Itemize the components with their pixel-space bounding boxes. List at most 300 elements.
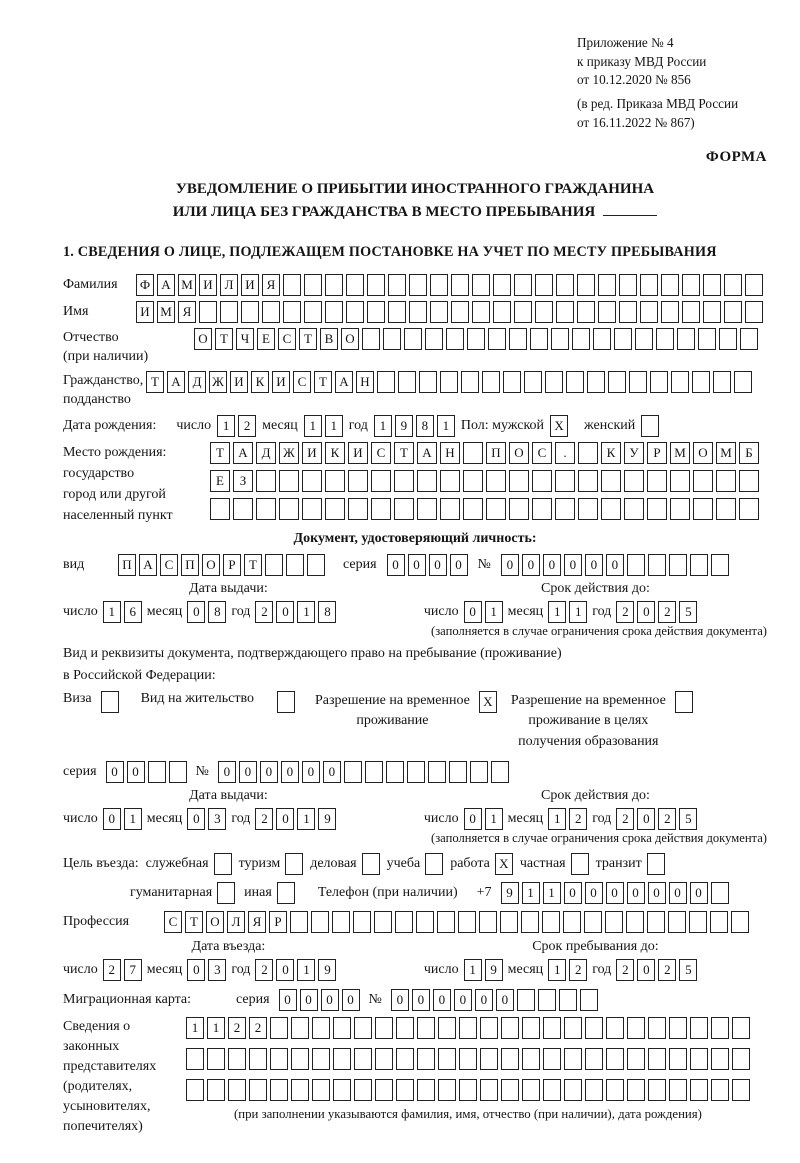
profession-cells[interactable]: [164, 911, 749, 933]
citizenship-cells[interactable]: [146, 371, 752, 393]
form-cell[interactable]: [375, 1079, 393, 1101]
form-cell[interactable]: [647, 498, 667, 520]
form-cell[interactable]: С: [371, 442, 391, 464]
form-cell[interactable]: [312, 1017, 330, 1039]
form-cell[interactable]: М: [670, 442, 690, 464]
form-cell[interactable]: 0: [627, 882, 645, 904]
form-cell[interactable]: 2: [103, 959, 121, 981]
form-cell[interactable]: [262, 301, 280, 323]
form-cell[interactable]: [535, 274, 553, 296]
form-cell[interactable]: [458, 911, 476, 933]
form-cell[interactable]: [249, 1048, 267, 1070]
id-issue-year-cells[interactable]: [255, 601, 336, 623]
form-cell[interactable]: [365, 761, 383, 783]
residence-issue-day-cells[interactable]: [103, 808, 142, 830]
form-cell[interactable]: [459, 1017, 477, 1039]
form-cell[interactable]: [428, 761, 446, 783]
visa-checkbox[interactable]: [101, 691, 119, 713]
form-cell[interactable]: 0: [281, 761, 299, 783]
form-cell[interactable]: [661, 274, 679, 296]
form-cell[interactable]: [716, 498, 736, 520]
form-cell[interactable]: [585, 1048, 603, 1070]
form-cell[interactable]: [325, 470, 345, 492]
form-cell[interactable]: [501, 1017, 519, 1039]
form-cell[interactable]: [394, 498, 414, 520]
form-cell[interactable]: [563, 911, 581, 933]
form-cell[interactable]: [551, 328, 569, 350]
form-cell[interactable]: [286, 554, 304, 576]
form-cell[interactable]: К: [251, 371, 269, 393]
form-cell[interactable]: [648, 1048, 666, 1070]
form-cell[interactable]: [256, 470, 276, 492]
form-cell[interactable]: 8: [416, 415, 434, 437]
form-cell[interactable]: М: [157, 301, 175, 323]
form-cell[interactable]: [493, 274, 511, 296]
form-cell[interactable]: [291, 1048, 309, 1070]
form-cell[interactable]: 1: [485, 601, 503, 623]
form-cell[interactable]: [482, 371, 500, 393]
form-cell[interactable]: [480, 1079, 498, 1101]
form-cell[interactable]: Ж: [279, 442, 299, 464]
form-cell[interactable]: [670, 470, 690, 492]
purpose-other-checkbox[interactable]: [277, 882, 295, 904]
form-cell[interactable]: [302, 498, 322, 520]
form-cell[interactable]: 0: [239, 761, 257, 783]
form-cell[interactable]: 0: [637, 959, 655, 981]
form-cell[interactable]: [647, 470, 667, 492]
form-cell[interactable]: [522, 1048, 540, 1070]
form-cell[interactable]: 0: [433, 989, 451, 1011]
form-cell[interactable]: Р: [647, 442, 667, 464]
form-cell[interactable]: 2: [249, 1017, 267, 1039]
form-cell[interactable]: Ф: [136, 274, 154, 296]
form-cell[interactable]: [675, 691, 693, 713]
form-cell[interactable]: [677, 328, 695, 350]
id-issue-day-cells[interactable]: [103, 601, 142, 623]
form-cell[interactable]: [530, 328, 548, 350]
form-cell[interactable]: [601, 498, 621, 520]
birth-day-cells[interactable]: [217, 415, 256, 437]
form-cell[interactable]: [101, 691, 119, 713]
form-cell[interactable]: [332, 911, 350, 933]
form-cell[interactable]: [438, 1048, 456, 1070]
form-cell[interactable]: [732, 1048, 750, 1070]
form-cell[interactable]: Р: [269, 911, 287, 933]
form-cell[interactable]: [598, 301, 616, 323]
form-cell[interactable]: [509, 470, 529, 492]
form-cell[interactable]: Б: [739, 442, 759, 464]
form-cell[interactable]: [538, 989, 556, 1011]
form-cell[interactable]: 5: [679, 959, 697, 981]
form-cell[interactable]: [542, 911, 560, 933]
form-cell[interactable]: [425, 853, 443, 875]
form-cell[interactable]: 0: [218, 761, 236, 783]
form-cell[interactable]: [371, 470, 391, 492]
birth-place-row3-cells[interactable]: [210, 498, 759, 520]
form-cell[interactable]: [522, 1079, 540, 1101]
form-cell[interactable]: [148, 761, 166, 783]
form-cell[interactable]: [669, 554, 687, 576]
form-cell[interactable]: [670, 498, 690, 520]
form-cell[interactable]: 2: [255, 808, 273, 830]
form-cell[interactable]: [606, 1079, 624, 1101]
form-cell[interactable]: [640, 301, 658, 323]
form-cell[interactable]: [577, 301, 595, 323]
form-cell[interactable]: [690, 1048, 708, 1070]
form-cell[interactable]: [377, 371, 395, 393]
representatives-row1-cells[interactable]: [186, 1017, 750, 1039]
form-cell[interactable]: [207, 1079, 225, 1101]
form-cell[interactable]: [690, 554, 708, 576]
entry-year-cells[interactable]: [255, 959, 336, 981]
temp-residence-checkbox[interactable]: [479, 691, 497, 713]
form-cell[interactable]: [279, 498, 299, 520]
form-cell[interactable]: 9: [501, 882, 519, 904]
form-cell[interactable]: 0: [637, 601, 655, 623]
form-cell[interactable]: [535, 301, 553, 323]
form-cell[interactable]: [186, 1048, 204, 1070]
form-cell[interactable]: 9: [485, 959, 503, 981]
form-cell[interactable]: [367, 274, 385, 296]
purpose-transit-checkbox[interactable]: [647, 853, 665, 875]
form-cell[interactable]: И: [348, 442, 368, 464]
form-cell[interactable]: 0: [279, 989, 297, 1011]
purpose-official-checkbox[interactable]: [214, 853, 232, 875]
form-cell[interactable]: 1: [548, 601, 566, 623]
form-cell[interactable]: [396, 1017, 414, 1039]
form-cell[interactable]: [517, 989, 535, 1011]
form-cell[interactable]: 2: [569, 808, 587, 830]
purpose-humanitarian-checkbox[interactable]: [217, 882, 235, 904]
form-cell[interactable]: Я: [178, 301, 196, 323]
purpose-work-checkbox[interactable]: [495, 853, 513, 875]
form-cell[interactable]: 1: [522, 882, 540, 904]
form-cell[interactable]: 0: [585, 882, 603, 904]
form-cell[interactable]: [333, 1079, 351, 1101]
form-cell[interactable]: 0: [103, 808, 121, 830]
form-cell[interactable]: [354, 1048, 372, 1070]
id-doc-kind-cells[interactable]: [118, 554, 325, 576]
form-cell[interactable]: С: [160, 554, 178, 576]
form-cell[interactable]: [585, 1017, 603, 1039]
form-cell[interactable]: 0: [464, 808, 482, 830]
form-cell[interactable]: [291, 1079, 309, 1101]
form-cell[interactable]: З: [233, 470, 253, 492]
form-cell[interactable]: 0: [408, 554, 426, 576]
form-cell[interactable]: [716, 470, 736, 492]
form-cell[interactable]: 1: [548, 959, 566, 981]
form-cell[interactable]: 2: [255, 959, 273, 981]
form-cell[interactable]: 0: [496, 989, 514, 1011]
form-cell[interactable]: 0: [429, 554, 447, 576]
form-cell[interactable]: [283, 274, 301, 296]
form-cell[interactable]: [470, 761, 488, 783]
form-cell[interactable]: [619, 274, 637, 296]
edu-residence-checkbox[interactable]: [675, 691, 693, 713]
form-cell[interactable]: О: [202, 554, 220, 576]
form-cell[interactable]: [711, 1079, 729, 1101]
entry-day-cells[interactable]: [103, 959, 142, 981]
form-cell[interactable]: [578, 442, 598, 464]
form-cell[interactable]: [265, 554, 283, 576]
form-cell[interactable]: [383, 328, 401, 350]
form-cell[interactable]: Т: [314, 371, 332, 393]
form-cell[interactable]: [417, 498, 437, 520]
form-cell[interactable]: [690, 1079, 708, 1101]
form-cell[interactable]: [648, 554, 666, 576]
form-cell[interactable]: 0: [648, 882, 666, 904]
form-cell[interactable]: 0: [564, 554, 582, 576]
birth-place-row2-cells[interactable]: [210, 470, 759, 492]
form-cell[interactable]: Т: [299, 328, 317, 350]
form-cell[interactable]: [472, 274, 490, 296]
form-cell[interactable]: 1: [304, 415, 322, 437]
form-cell[interactable]: [739, 470, 759, 492]
form-cell[interactable]: 1: [297, 959, 315, 981]
form-cell[interactable]: [682, 274, 700, 296]
form-cell[interactable]: [626, 911, 644, 933]
form-cell[interactable]: 6: [124, 601, 142, 623]
residence-issue-month-cells[interactable]: [187, 808, 226, 830]
form-cell[interactable]: Н: [356, 371, 374, 393]
form-cell[interactable]: [571, 853, 589, 875]
representatives-row3-cells[interactable]: [186, 1079, 750, 1101]
form-cell[interactable]: [619, 301, 637, 323]
form-cell[interactable]: 0: [187, 601, 205, 623]
form-cell[interactable]: [559, 989, 577, 1011]
form-cell[interactable]: [283, 301, 301, 323]
form-cell[interactable]: [394, 470, 414, 492]
form-cell[interactable]: 2: [658, 959, 676, 981]
form-cell[interactable]: [463, 470, 483, 492]
form-cell[interactable]: [606, 1048, 624, 1070]
entry-month-cells[interactable]: [187, 959, 226, 981]
form-cell[interactable]: [417, 1048, 435, 1070]
form-cell[interactable]: [362, 328, 380, 350]
form-cell[interactable]: [624, 470, 644, 492]
form-cell[interactable]: 2: [569, 959, 587, 981]
form-cell[interactable]: [627, 1079, 645, 1101]
form-cell[interactable]: [417, 470, 437, 492]
form-cell[interactable]: [277, 691, 295, 713]
form-cell[interactable]: [555, 470, 575, 492]
form-cell[interactable]: [587, 371, 605, 393]
patronymic-cells[interactable]: [194, 328, 758, 350]
form-cell[interactable]: [719, 328, 737, 350]
form-cell[interactable]: Е: [257, 328, 275, 350]
form-cell[interactable]: [703, 301, 721, 323]
form-cell[interactable]: 1: [186, 1017, 204, 1039]
form-cell[interactable]: [608, 371, 626, 393]
form-cell[interactable]: [689, 911, 707, 933]
form-cell[interactable]: [669, 1079, 687, 1101]
form-cell[interactable]: [461, 371, 479, 393]
residence-issue-year-cells[interactable]: [255, 808, 336, 830]
form-cell[interactable]: С: [532, 442, 552, 464]
form-cell[interactable]: [598, 274, 616, 296]
form-cell[interactable]: [486, 470, 506, 492]
form-cell[interactable]: 3: [208, 808, 226, 830]
form-cell[interactable]: Т: [185, 911, 203, 933]
form-cell[interactable]: 0: [475, 989, 493, 1011]
form-cell[interactable]: [285, 853, 303, 875]
form-cell[interactable]: 9: [395, 415, 413, 437]
form-cell[interactable]: Т: [215, 328, 233, 350]
form-cell[interactable]: [656, 328, 674, 350]
form-cell[interactable]: [509, 328, 527, 350]
sex-female-checkbox[interactable]: [641, 415, 659, 437]
form-cell[interactable]: [438, 1079, 456, 1101]
form-cell[interactable]: 0: [606, 882, 624, 904]
form-cell[interactable]: [647, 911, 665, 933]
form-cell[interactable]: 5: [679, 808, 697, 830]
form-cell[interactable]: [348, 498, 368, 520]
form-cell[interactable]: 8: [208, 601, 226, 623]
form-cell[interactable]: [430, 274, 448, 296]
form-cell[interactable]: [545, 371, 563, 393]
form-cell[interactable]: М: [716, 442, 736, 464]
form-cell[interactable]: [367, 301, 385, 323]
form-cell[interactable]: [346, 301, 364, 323]
form-cell[interactable]: [624, 498, 644, 520]
form-cell[interactable]: [311, 911, 329, 933]
form-cell[interactable]: [430, 301, 448, 323]
form-cell[interactable]: О: [693, 442, 713, 464]
migration-number-cells[interactable]: [391, 989, 598, 1011]
form-cell[interactable]: [291, 1017, 309, 1039]
form-cell[interactable]: [480, 1017, 498, 1039]
form-cell[interactable]: 0: [450, 554, 468, 576]
form-cell[interactable]: [325, 301, 343, 323]
form-cell[interactable]: 0: [637, 808, 655, 830]
form-cell[interactable]: [690, 1017, 708, 1039]
form-cell[interactable]: [459, 1079, 477, 1101]
form-cell[interactable]: [233, 498, 253, 520]
form-cell[interactable]: 0: [564, 882, 582, 904]
form-cell[interactable]: Р: [223, 554, 241, 576]
form-cell[interactable]: 0: [323, 761, 341, 783]
residence-number-cells[interactable]: [218, 761, 509, 783]
form-cell[interactable]: 0: [127, 761, 145, 783]
form-cell[interactable]: [169, 761, 187, 783]
residence-expiry-month-cells[interactable]: [548, 808, 587, 830]
form-cell[interactable]: [593, 328, 611, 350]
form-cell[interactable]: [648, 1079, 666, 1101]
purpose-private-checkbox[interactable]: [571, 853, 589, 875]
stay-year-cells[interactable]: [616, 959, 697, 981]
form-cell[interactable]: 1: [485, 808, 503, 830]
form-cell[interactable]: [290, 911, 308, 933]
form-cell[interactable]: [375, 1017, 393, 1039]
form-cell[interactable]: [344, 761, 362, 783]
form-cell[interactable]: [214, 853, 232, 875]
form-cell[interactable]: [416, 911, 434, 933]
id-doc-number-cells[interactable]: [501, 554, 729, 576]
form-cell[interactable]: [745, 301, 763, 323]
form-cell[interactable]: [524, 371, 542, 393]
form-cell[interactable]: [371, 498, 391, 520]
form-cell[interactable]: Д: [188, 371, 206, 393]
form-cell[interactable]: [692, 371, 710, 393]
form-cell[interactable]: 1: [569, 601, 587, 623]
form-cell[interactable]: [220, 301, 238, 323]
form-cell[interactable]: Я: [262, 274, 280, 296]
form-cell[interactable]: [564, 1017, 582, 1039]
form-cell[interactable]: 1: [374, 415, 392, 437]
form-cell[interactable]: [521, 911, 539, 933]
form-cell[interactable]: [228, 1079, 246, 1101]
surname-cells[interactable]: [136, 274, 763, 296]
form-cell[interactable]: [486, 498, 506, 520]
form-cell[interactable]: [210, 498, 230, 520]
stay-month-cells[interactable]: [548, 959, 587, 981]
form-cell[interactable]: [409, 301, 427, 323]
purpose-tourism-checkbox[interactable]: [285, 853, 303, 875]
form-cell[interactable]: [467, 328, 485, 350]
form-cell[interactable]: [375, 1048, 393, 1070]
form-cell[interactable]: 1: [464, 959, 482, 981]
form-cell[interactable]: И: [241, 274, 259, 296]
form-cell[interactable]: С: [293, 371, 311, 393]
form-cell[interactable]: [270, 1048, 288, 1070]
form-cell[interactable]: [186, 1079, 204, 1101]
form-cell[interactable]: [543, 1017, 561, 1039]
form-cell[interactable]: 1: [217, 415, 235, 437]
birth-year-cells[interactable]: [374, 415, 455, 437]
form-cell[interactable]: 0: [606, 554, 624, 576]
form-cell[interactable]: [734, 371, 752, 393]
form-cell[interactable]: [407, 761, 425, 783]
form-cell[interactable]: Е: [210, 470, 230, 492]
form-cell[interactable]: 0: [522, 554, 540, 576]
form-cell[interactable]: [732, 1017, 750, 1039]
form-cell[interactable]: [425, 328, 443, 350]
form-cell[interactable]: [584, 911, 602, 933]
form-cell[interactable]: [711, 554, 729, 576]
form-cell[interactable]: И: [199, 274, 217, 296]
id-expiry-year-cells[interactable]: [616, 601, 697, 623]
form-cell[interactable]: [564, 1048, 582, 1070]
given-name-cells[interactable]: [136, 301, 763, 323]
form-cell[interactable]: [522, 1017, 540, 1039]
form-cell[interactable]: [731, 911, 749, 933]
form-cell[interactable]: [661, 301, 679, 323]
form-cell[interactable]: [669, 1048, 687, 1070]
form-cell[interactable]: [398, 371, 416, 393]
form-cell[interactable]: И: [302, 442, 322, 464]
form-cell[interactable]: [635, 328, 653, 350]
residence-expiry-day-cells[interactable]: [464, 808, 503, 830]
form-cell[interactable]: [228, 1048, 246, 1070]
form-cell[interactable]: Л: [220, 274, 238, 296]
form-cell[interactable]: [277, 882, 295, 904]
form-cell[interactable]: [362, 853, 380, 875]
form-cell[interactable]: Н: [440, 442, 460, 464]
form-cell[interactable]: [440, 470, 460, 492]
stay-day-cells[interactable]: [464, 959, 503, 981]
form-cell[interactable]: О: [341, 328, 359, 350]
form-cell[interactable]: [438, 1017, 456, 1039]
form-cell[interactable]: А: [167, 371, 185, 393]
form-cell[interactable]: [440, 371, 458, 393]
form-cell[interactable]: X: [550, 415, 568, 437]
form-cell[interactable]: [711, 1017, 729, 1039]
form-cell[interactable]: И: [272, 371, 290, 393]
form-cell[interactable]: О: [194, 328, 212, 350]
form-cell[interactable]: [396, 1048, 414, 1070]
form-cell[interactable]: [353, 911, 371, 933]
form-cell[interactable]: [449, 761, 467, 783]
